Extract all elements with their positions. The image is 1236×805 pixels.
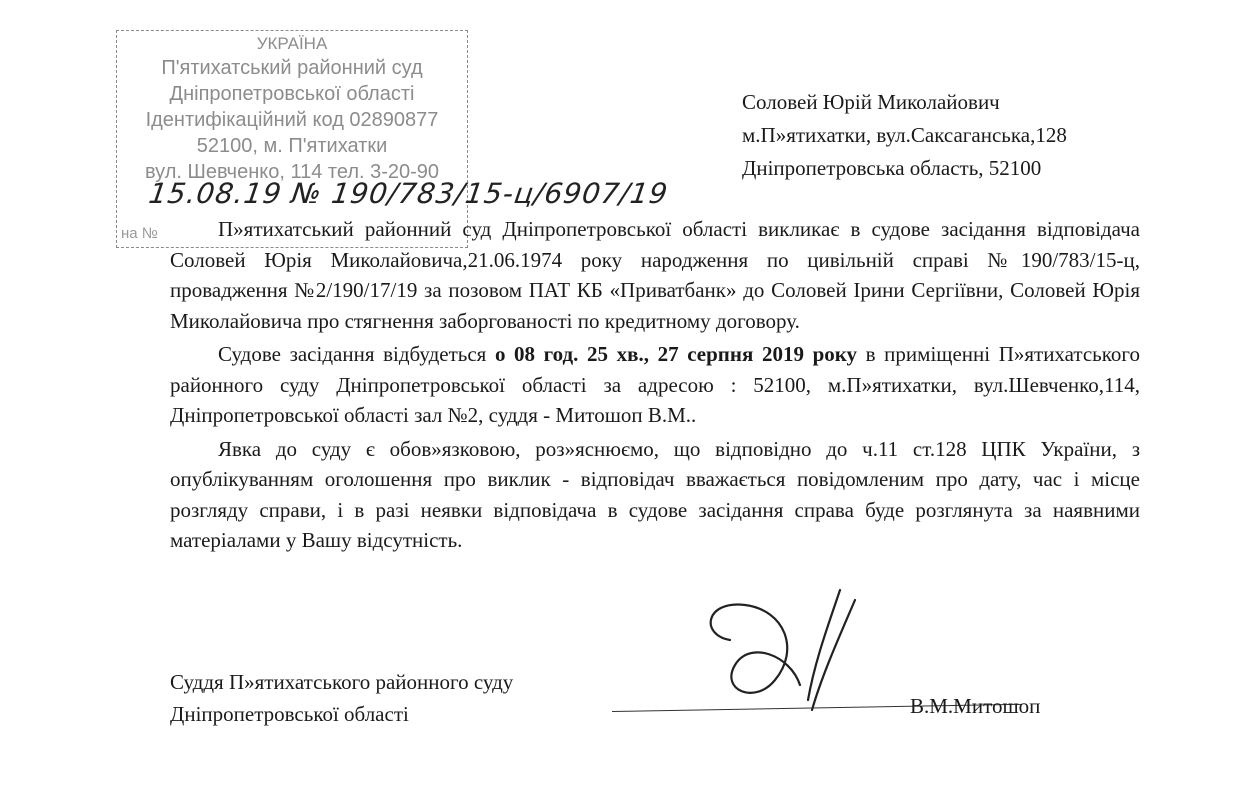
judge-name: В.М.Митошоп: [910, 694, 1041, 718]
judge-title-block: [170, 666, 513, 730]
summons-paragraph-2: [170, 339, 1140, 431]
hearing-intro-text: Судове засідання відбудеться: [218, 342, 495, 366]
stamp-line: Ідентифікаційний код 02890877: [145, 109, 439, 131]
summons-paragraph-1: П»ятихатський районний суд Дніпропетровської області викликає в судове засідання відповідача Соловей Юрія Миколайовича,21.06.1974 року народження по цивільній справі №190/783/15-ц, провадження №2/190/17/19 за позовом ПАТ КБ «Приватбанк» до Соловей Ірини Сергіївни, Соловей Юрія Миколайовича про стягнення заборгованості по кредитному договору.: [170, 217, 1140, 333]
stamp-line: УКРАЇНА: [256, 34, 328, 53]
summons-body: [170, 214, 1140, 559]
stamp-line: П'ятихатський районний суд: [161, 57, 423, 79]
summons-paragraph-3: Явка до суду є обов»язковою, роз»яснюємо, що відповідно до ч.11 ст.128 ЦПК України, з опублікуванням оголошення про виклик - відповідач вважається повідомленим про дату, час і місце розгляду справи, і в разі неявки відповідача в судове засідання справа буде розглянута за наявними матеріалами у Вашу відсутність.: [170, 436, 1140, 552]
judge-title-line-2: Дніпропетровської області: [170, 702, 409, 726]
stamp-line: Дніпропетровської області: [169, 83, 415, 105]
addressee-block: [742, 86, 1222, 185]
addressee-region: Дніпропетровська область, 52100: [742, 156, 1042, 180]
handwritten-signature: [690, 580, 870, 720]
hearing-datetime: о 08 год. 25 хв., 27 серпня 2019 року: [494, 342, 858, 366]
hearing-location-text: в приміщенні П»ятихатського районного суду Дніпропетровської області за адресою : 52100, м.П»ятихатки, вул.Шевченко,114, Дніпропетровської області зал №2, суддя - Митошоп В.М..: [170, 342, 1140, 427]
judge-title-line-1: Суддя П»ятихатського районного суду: [170, 670, 514, 694]
addressee-address: м.П»ятихатки, вул.Саксаганська,128: [742, 123, 1067, 147]
stamp-line: 52100, м. П'ятихатки: [196, 135, 388, 157]
addressee-name: Соловей Юрій Миколайович: [742, 90, 1000, 114]
stamp-incoming-label: на №: [121, 225, 158, 242]
handwritten-registration-number: 15.08.19 № 190/783/15-ц/6907/19: [146, 177, 671, 210]
stamp-line: вул. Шевченко, 114 тел. 3-20-90: [144, 161, 440, 183]
